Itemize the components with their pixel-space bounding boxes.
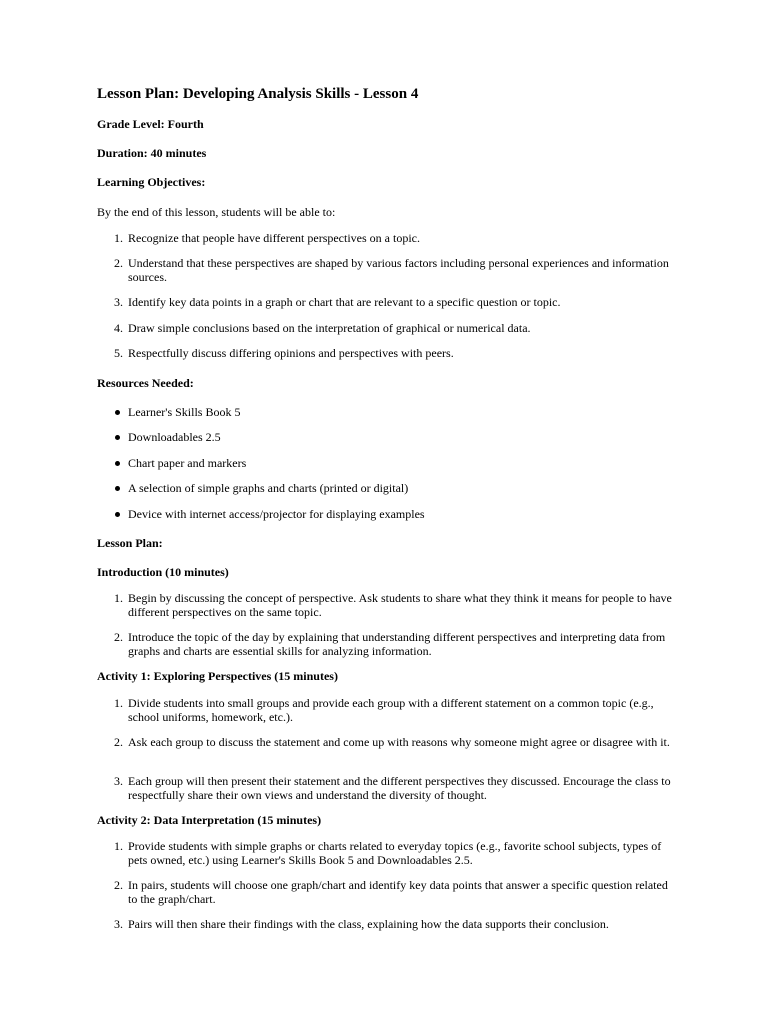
list-item: 1. Begin by discussing the concept of perspective. Ask students to share what they think it means for people to have different perspectives on the same topic. — [114, 591, 672, 619]
list-item: 2. Understand that these perspectives are shaped by various factors including personal experiences and information sources. — [114, 256, 669, 284]
list-item: 2. Introduce the topic of the day by explaining that understanding different perspectives and interpreting data from graphs and charts are essential skills for analyzing information. — [114, 630, 666, 658]
list-item: 3. Pairs will then share their findings with the class, explaining how the data supports their conclusion. — [114, 917, 609, 931]
learning-objectives-heading: Learning Objectives: — [97, 175, 206, 189]
resources-heading: Resources Needed: — [97, 376, 194, 390]
list-item: Device with internet access/projector for displaying examples — [97, 507, 677, 521]
bullet-icon — [115, 461, 120, 466]
learning-objectives-intro: By the end of this lesson, students will be able to: — [97, 205, 336, 219]
list-item: Downloadables 2.5 — [97, 430, 677, 444]
lesson-plan-heading: Lesson Plan: — [97, 536, 163, 550]
bullet-icon — [115, 512, 120, 517]
introduction-heading: Introduction (10 minutes) — [97, 565, 229, 579]
list-item: 1. Recognize that people have different perspectives on a topic. — [114, 231, 420, 245]
list-item: 5. Respectfully discuss differing opinions and perspectives with peers. — [114, 346, 454, 360]
duration: Duration: 40 minutes — [97, 146, 207, 160]
document-title: Lesson Plan: Developing Analysis Skills - Lesson 4 — [97, 86, 419, 102]
list-item: 2. Ask each group to discuss the statement and come up with reasons why someone might agree or disagree with it. — [114, 735, 670, 749]
activity2-heading: Activity 2: Data Interpretation (15 minutes) — [97, 813, 322, 827]
bullet-icon — [115, 410, 120, 415]
list-item: 2. In pairs, students will choose one graph/chart and identify key data points that answer a specific question related to the graph/chart. — [114, 878, 668, 906]
list-item: 4. Draw simple conclusions based on the interpretation of graphical or numerical data. — [114, 321, 531, 335]
bullet-icon — [115, 435, 120, 440]
list-item: A selection of simple graphs and charts (printed or digital) — [97, 481, 677, 495]
list-item: Learner's Skills Book 5 — [97, 405, 677, 419]
list-item: 3. Identify key data points in a graph or chart that are relevant to a specific question or topic. — [114, 295, 561, 309]
list-item: 3. Each group will then present their statement and the different perspectives they discussed. Encourage the class to respectfully share their own views and understand the diversity of thought. — [114, 774, 671, 802]
activity1-heading: Activity 1: Exploring Perspectives (15 minutes) — [97, 669, 338, 683]
bullet-icon — [115, 486, 120, 491]
grade-level: Grade Level: Fourth — [97, 117, 204, 131]
list-item: 1. Provide students with simple graphs or charts related to everyday topics (e.g., favorite school subjects, types of pets owned, etc.) using Learner's Skills Book 5 and Downloadables 2.5. — [114, 839, 662, 867]
list-item: Chart paper and markers — [97, 456, 677, 470]
list-item: 1. Divide students into small groups and provide each group with a different statement on a common topic (e.g., school uniforms, homework, etc.). — [114, 696, 654, 724]
